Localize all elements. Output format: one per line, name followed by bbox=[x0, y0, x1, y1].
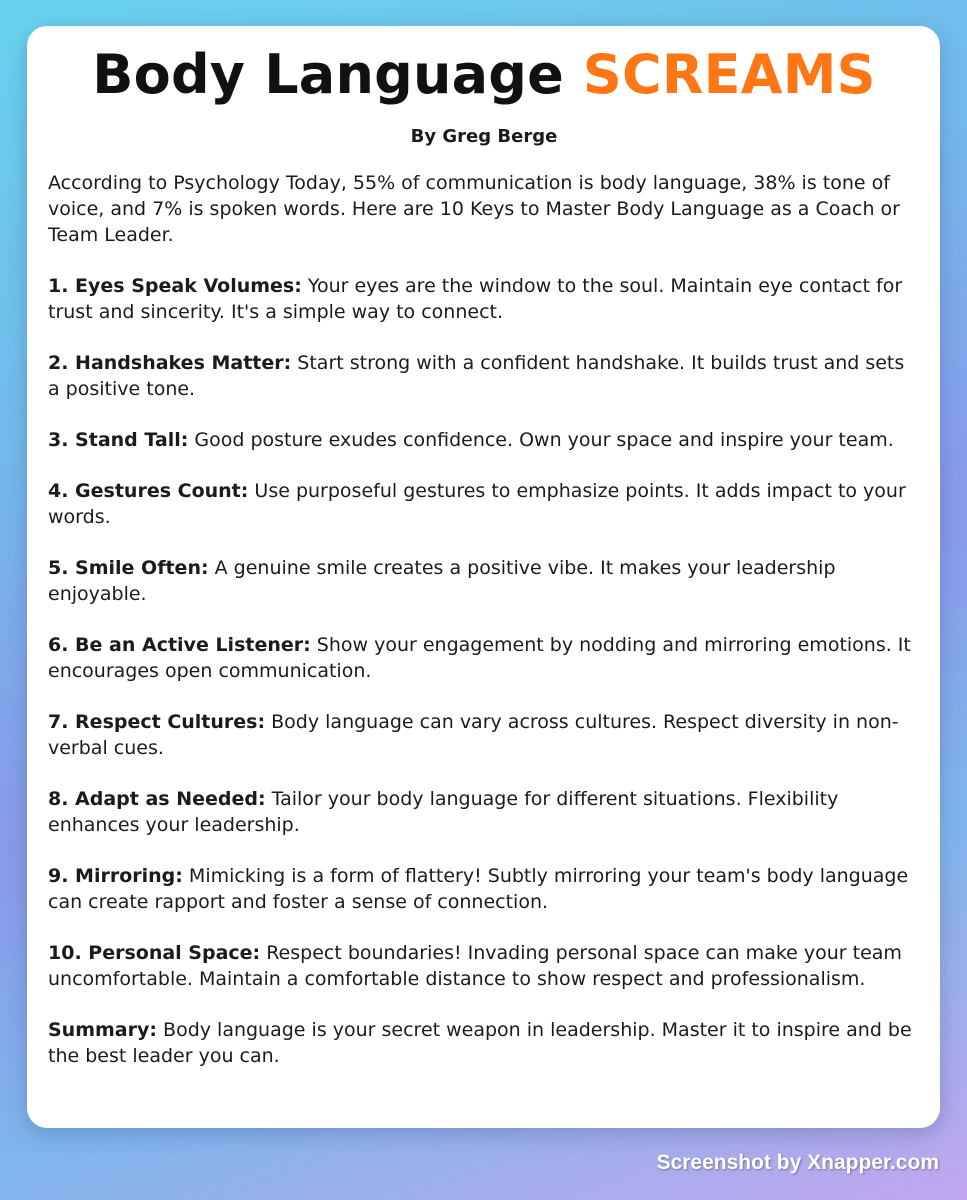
list-item bbox=[48, 632, 920, 684]
list-item bbox=[48, 786, 920, 838]
watermark-text: Screenshot by Xnapper.com bbox=[656, 1151, 939, 1174]
item-text: Mimicking is a form of flattery! Subtly mirroring your team's body language can create rapport and foster a sense of connection. bbox=[48, 865, 909, 913]
title-main: Body Language bbox=[92, 43, 564, 106]
item-heading: 1. Eyes Speak Volumes: bbox=[48, 275, 302, 297]
item-heading: 2. Handshakes Matter: bbox=[48, 352, 292, 374]
list-item bbox=[48, 555, 920, 607]
item-text: Tailor your body language for different situations. Flexibility enhances your leadership. bbox=[48, 788, 839, 836]
intro-paragraph: According to Psychology Today, 55% of communication is body language, 38% is tone of voice, and 7% is spoken words. Here are 10 Keys to Master Body Language as a Coach or Team Leader. bbox=[48, 172, 900, 246]
item-text: Use purposeful gestures to emphasize points. It adds impact to your words. bbox=[48, 480, 906, 528]
item-text: Respect boundaries! Invading personal space can make your team uncomfortable. Maintain a comfortable distance to show respect and professionalism. bbox=[48, 942, 902, 990]
item-heading: 4. Gestures Count: bbox=[48, 480, 249, 502]
item-heading: 7. Respect Cultures: bbox=[48, 711, 266, 733]
byline: By Greg Berge bbox=[410, 126, 558, 147]
summary-text: Body language is your secret weapon in leadership. Master it to inspire and be the best leader you can. bbox=[48, 1019, 912, 1067]
content-card bbox=[27, 26, 940, 1128]
item-heading: 8. Adapt as Needed: bbox=[48, 788, 266, 810]
list-item bbox=[48, 350, 920, 402]
item-text: Start strong with a confident handshake. It builds trust and sets a positive tone. bbox=[48, 352, 905, 400]
list-item bbox=[48, 863, 920, 915]
item-heading: 3. Stand Tall: bbox=[48, 429, 189, 451]
item-text: A genuine smile creates a positive vibe. It makes your leadership enjoyable. bbox=[48, 557, 836, 605]
list-item bbox=[48, 427, 920, 453]
list-item bbox=[48, 940, 920, 992]
list-item bbox=[48, 478, 920, 530]
title-accent: SCREAMS bbox=[582, 43, 876, 106]
page-title bbox=[48, 43, 920, 106]
item-heading: 9. Mirroring: bbox=[48, 865, 183, 887]
list-item bbox=[48, 273, 920, 325]
summary-heading: Summary: bbox=[48, 1019, 157, 1041]
item-text: Good posture exudes confidence. Own your space and inspire your team. bbox=[194, 429, 894, 451]
item-text: Body language can vary across cultures. Respect diversity in non-verbal cues. bbox=[48, 711, 899, 759]
list-item bbox=[48, 709, 920, 761]
item-text: Show your engagement by nodding and mirroring emotions. It encourages open communication. bbox=[48, 634, 911, 682]
summary-item bbox=[48, 1017, 920, 1069]
item-text: Your eyes are the window to the soul. Maintain eye contact for trust and sincerity. It's a simple way to connect. bbox=[48, 275, 903, 323]
item-heading: 6. Be an Active Listener: bbox=[48, 634, 311, 656]
item-heading: 5. Smile Often: bbox=[48, 557, 209, 579]
item-heading: 10. Personal Space: bbox=[48, 942, 261, 964]
